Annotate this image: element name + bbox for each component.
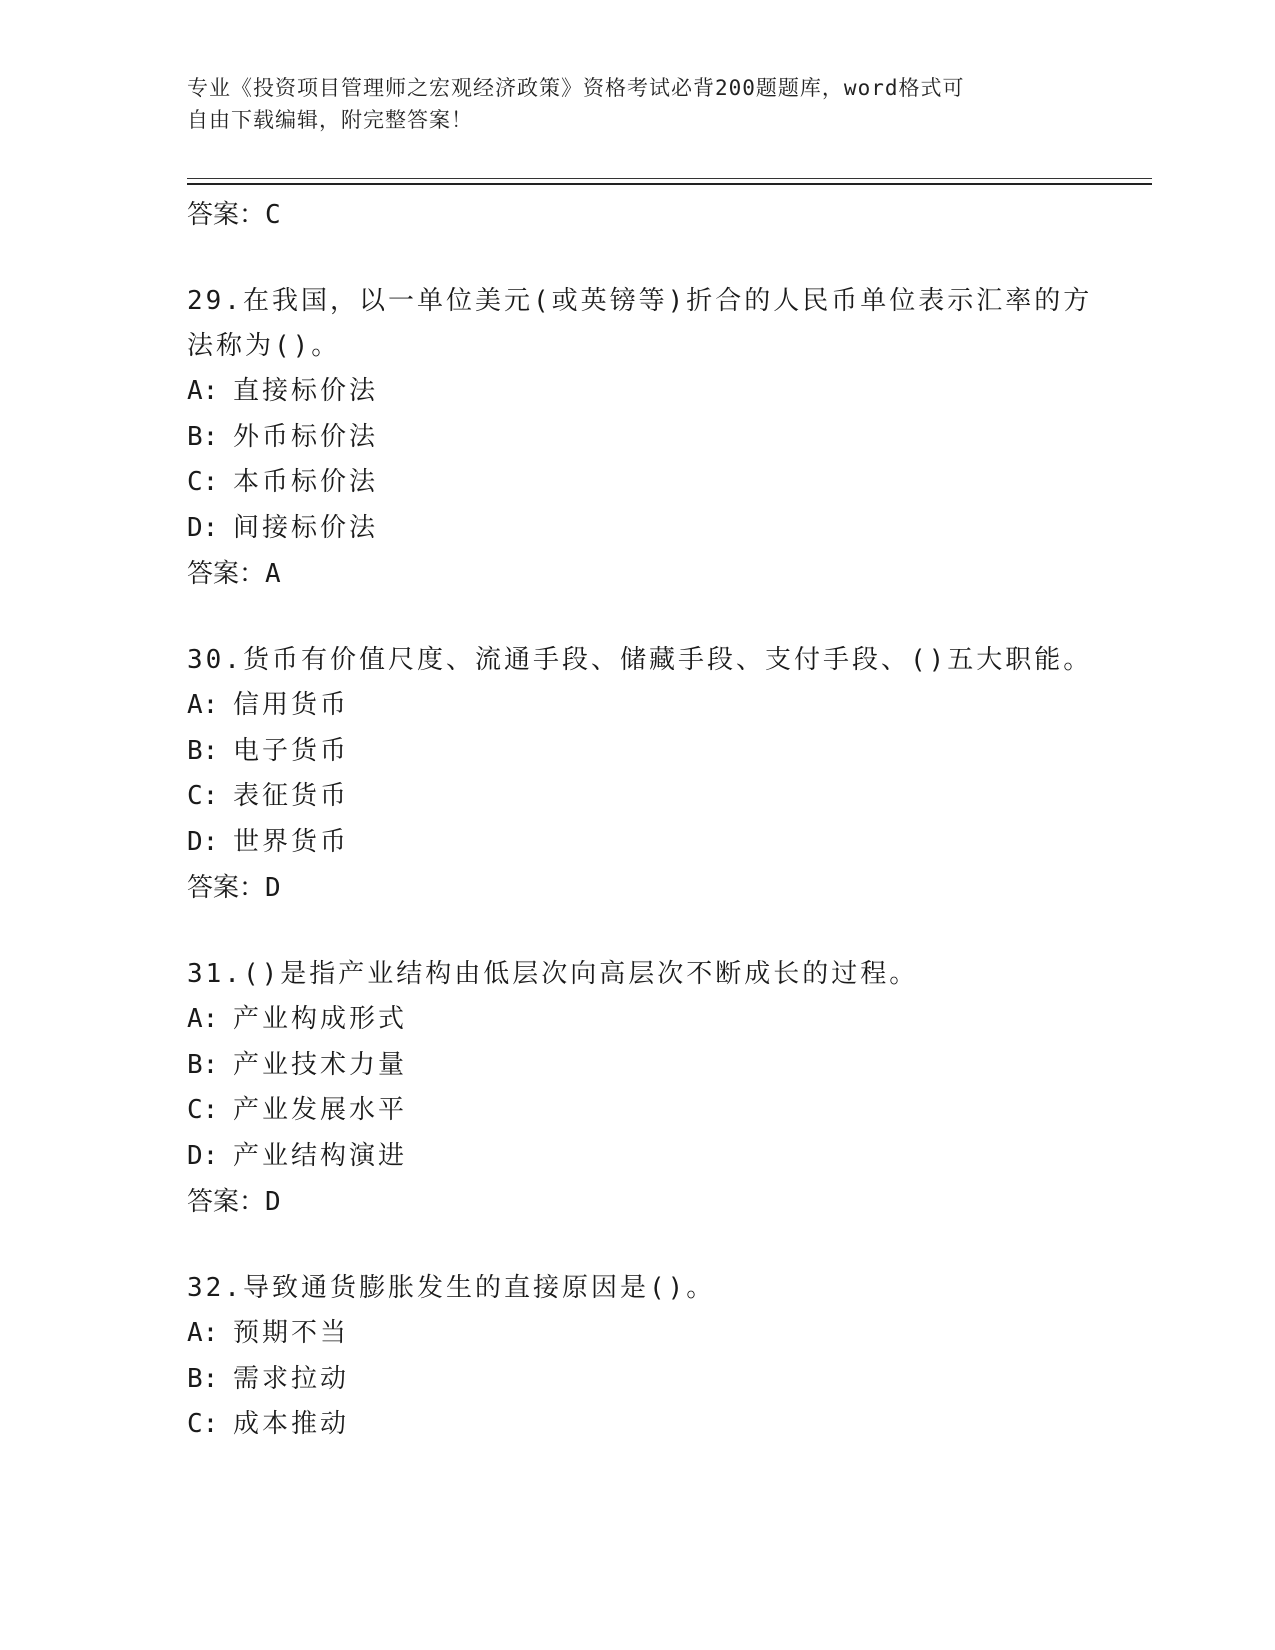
option-text: 产业构成形式 [233,1004,408,1034]
answer-label: 答案： [187,200,266,230]
option-text: 产业结构演进 [233,1140,408,1171]
spacer [187,238,1152,279]
question-32 [187,1266,1152,1448]
spacer [187,911,1152,952]
option-c [187,1088,1152,1134]
question-text: 31.()是指产业结构由低层次向高层次不断成长的过程。 [187,959,919,989]
question-30 [187,638,1152,911]
option-letter: A: [187,690,219,720]
answer-line [187,1179,1152,1225]
option-b [187,415,1152,461]
option-c [187,1402,1152,1448]
header-divider-thin [187,178,1152,179]
question-text: 30.货币有价值尺度、流通手段、储藏手段、支付手段、()五大职能。 [187,645,1093,675]
answer-value: D [265,1187,281,1217]
question-31 [187,952,1152,1225]
question-text-continued: 法称为()。 [187,331,341,361]
option-letter: B: [187,421,219,452]
header-line-1: 专业《投资项目管理师之宏观经济政策》资格考试必背200题题库，word格式可 [187,76,965,100]
option-letter: C: [187,781,219,811]
option-text: 世界货币 [233,826,350,857]
option-text: 需求拉动 [233,1363,350,1394]
option-text: 直接标价法 [233,376,379,406]
option-b [187,1043,1152,1089]
option-text: 信用货币 [233,690,350,720]
option-a [187,997,1152,1043]
question-list [187,192,1152,1448]
option-c [187,460,1152,506]
option-text: 表征货币 [233,781,350,811]
option-d [187,820,1152,866]
answer-label: 答案： [187,873,266,903]
option-text: 间接标价法 [233,512,379,543]
answer-line-28 [187,192,1152,238]
option-c [187,774,1152,820]
question-text: 32.导致通货膨胀发生的直接原因是()。 [187,1273,716,1303]
option-d [187,1134,1152,1180]
option-letter: D: [187,512,219,543]
option-text: 成本推动 [233,1409,350,1439]
header-divider-thick [187,183,1152,185]
option-letter: D: [187,1140,219,1171]
option-text: 预期不当 [233,1318,350,1348]
answer-value: D [265,873,281,903]
option-letter: C: [187,467,219,497]
answer-line [187,865,1152,911]
spacer [187,597,1152,638]
option-d [187,506,1152,552]
answer-line [187,551,1152,597]
option-letter: B: [187,1049,219,1080]
option-b [187,729,1152,775]
option-letter: A: [187,1318,219,1348]
spacer [187,1225,1152,1266]
option-a [187,683,1152,729]
question-29 [187,279,1152,597]
option-letter: C: [187,1095,219,1125]
answer-label: 答案： [187,559,266,589]
question-text: 29.在我国，以一单位美元(或英镑等)折合的人民币单位表示汇率的方 [187,286,1093,316]
option-text: 产业发展水平 [233,1095,408,1125]
option-letter: D: [187,826,219,857]
option-b [187,1357,1152,1403]
option-text: 本币标价法 [233,467,379,497]
option-letter: B: [187,735,219,766]
option-text: 电子货币 [233,735,350,766]
option-letter: A: [187,1004,219,1034]
document-header [187,72,1067,136]
answer-value: C [265,200,281,230]
option-a [187,369,1152,415]
option-letter: C: [187,1409,219,1439]
option-letter: B: [187,1363,219,1394]
option-letter: A: [187,376,219,406]
option-text: 产业技术力量 [233,1049,408,1080]
answer-value: A [265,559,281,589]
answer-label: 答案： [187,1187,266,1217]
header-line-2: 自由下载编辑，附完整答案！ [187,108,473,132]
option-text: 外币标价法 [233,421,379,452]
option-a [187,1311,1152,1357]
